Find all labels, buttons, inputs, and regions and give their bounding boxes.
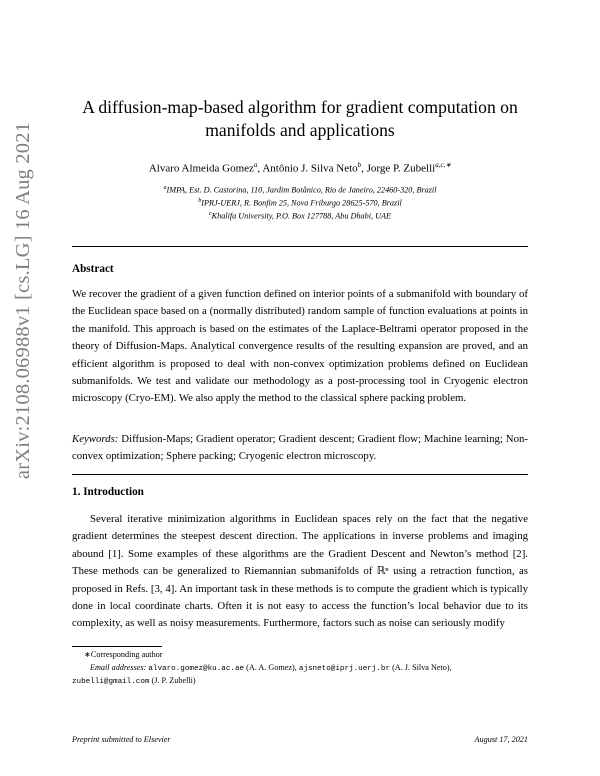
author-name: Alvaro Almeida Gomez xyxy=(148,162,254,175)
email-link[interactable]: alvaro.gomez@ku.ac.ae xyxy=(148,664,245,673)
affiliation: $^c$Khalifa University, P.O. Box 127788, Abu Dhabi, UAE xyxy=(208,211,392,222)
introduction-text: Several iterative minimization algorithms in Euclidean spaces rely on the fact that the negative gradient determines the steepest descent direction. The applications in inverse problems and imaging abound [1]. Some examples of these algorithms are the Gradient Descent and Newton’s method [2]. These methods can be generalized to Riemannian submanifolds of ℝⁿ using a retraction function, as proposed in Refs. [3, 4]. An important task in these methods is to compute the gradient which is typically done in local coordinate charts. Often it is not easy to access the function’s local behavior due to its complexity, as well as noisy measurements. Furthermore, factors such as noise can seriously modify xyxy=(72,513,528,630)
abstract-bottom-rule xyxy=(72,474,528,475)
author-affil-mark: b xyxy=(357,161,362,169)
page-footer xyxy=(72,735,528,744)
introduction-heading: 1. Introduction xyxy=(72,486,144,498)
email-link[interactable]: ajsneto@iprj.uerj.br xyxy=(298,664,391,673)
arxiv-identifier-text: arXiv:2108.06988v1 [cs.LG] 16 Aug 2021 xyxy=(12,121,35,479)
author-list: Alvaro Almeida Gomez$^a$, Antônio J. Silva Neto$^b$, Jorge P. Zubelli$^{a,c,∗}$ xyxy=(148,161,452,175)
email-link[interactable]: zubelli@gmail.com xyxy=(72,678,150,687)
footer-date: August 17, 2021 xyxy=(474,735,528,744)
keywords-label: Keywords: xyxy=(72,433,119,445)
email-addresses xyxy=(72,662,528,689)
paper-title: A diffusion-map-based algorithm for gradient computation on manifolds and applications xyxy=(82,97,518,140)
arxiv-identifier-margin xyxy=(0,40,48,560)
email-owner: (J. P. Zubelli) xyxy=(151,676,196,686)
email-label: Email addresses: xyxy=(90,662,147,672)
email-owner: (A. A. Gomez), xyxy=(246,662,297,672)
corresponding-author-note: ∗Corresponding author xyxy=(84,650,163,659)
author-affil-mark: a xyxy=(253,161,258,169)
keywords-list: Diffusion-Maps; Gradient operator; Gradient descent; Gradient flow; Machine learning; Non-convex optimization; Sphere packing; Cryogenic electron microscopy. xyxy=(72,433,528,463)
affiliation-list xyxy=(60,183,540,223)
author-name: Jorge P. Zubelli xyxy=(366,162,436,175)
author-name: Antônio J. Silva Neto xyxy=(262,162,358,175)
keywords xyxy=(72,431,528,466)
abstract-text: We recover the gradient of a given function defined on interior points of a submanifold with boundary of the Euclidean space based on a (normally distributed) random sample of function evaluations at points in the manifold. This approach is based on the estimates of the Laplace-Beltrami operator proposed in the theory of Diffusion-Maps. Analytical convergence results of the resulting expansion are proved, and an efficient algorithm is proposed to deal with non-convex optimization problems defined on Euclidean submanifolds. We test and validate our methodology as a post-processing tool in Cryogenic electron microscopy (Cryo-EM). We also apply the method to the classical sphere packing problem. xyxy=(72,288,528,405)
author-affil-mark: a,c,∗ xyxy=(435,161,452,169)
email-owner: (A. J. Silva Neto), xyxy=(392,662,452,672)
abstract-heading: Abstract xyxy=(72,263,114,275)
affiliation: $^a$IMPA, Est. D. Castorina, 110, Jardim Botânico, Rio de Janeiro, 22460-320, Brazil xyxy=(163,185,437,195)
abstract-top-rule xyxy=(72,246,528,247)
footer-journal: Preprint submitted to Elsevier xyxy=(72,735,171,744)
footnote-rule xyxy=(72,646,162,647)
footnotes xyxy=(72,649,528,689)
affiliation: $^b$IPRJ-UERJ, R. Bonfim 25, Nova Friburgo 28625-570, Brazil xyxy=(198,198,402,208)
